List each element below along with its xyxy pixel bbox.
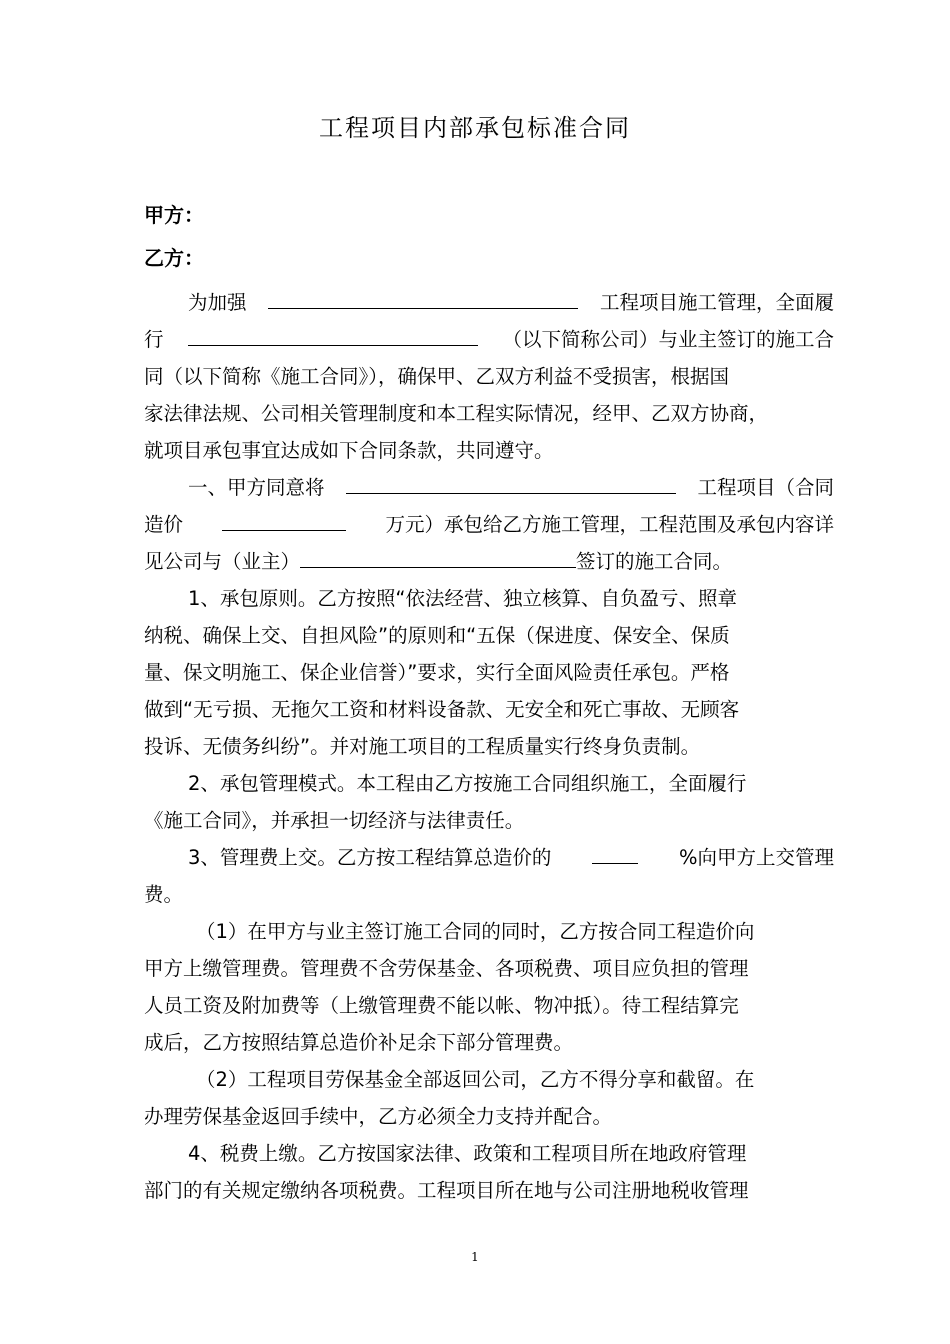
line-text: 4、税费上缴。乙方按国家法律、政策和工程项目所在地政府管理 xyxy=(188,1142,747,1165)
line-text: 甲方上缴管理费。管理费不含劳保基金、各项税费、项目应负担的管理 xyxy=(144,957,749,980)
line-text: 成后，乙方按照结算总造价补足余下部分管理费。 xyxy=(144,1031,574,1054)
blank-field-contract-price xyxy=(222,508,346,531)
document-title: 工程项目内部承包标准合同 xyxy=(319,114,631,142)
text-line xyxy=(144,691,834,728)
line-text: 工程项目施工管理，全面履 xyxy=(599,291,834,314)
party-b-label: 乙方： xyxy=(144,246,204,270)
line-text: （以下简称公司）与业主签订的施工合 xyxy=(502,328,834,351)
text-line xyxy=(144,284,834,321)
line-text: 投诉、无债务纠纷”。并对施工项目的工程质量实行终身负责制。 xyxy=(144,735,701,758)
line-text: 2、承包管理模式。本工程由乙方按施工合同组织施工，全面履行 xyxy=(188,772,747,795)
blank-field-owner xyxy=(300,545,576,568)
line-text: 万元）承包给乙方施工管理，工程范围及承包内容详 xyxy=(385,513,834,536)
text-line xyxy=(144,543,834,580)
text-line xyxy=(144,617,834,654)
line-text: %向甲方上交管理 xyxy=(678,846,834,869)
line-text: 人员工资及附加费等（上缴管理费不能以帐、物冲抵）。待工程结算完 xyxy=(144,994,739,1017)
text-line xyxy=(144,1061,834,1098)
text-line xyxy=(144,654,834,691)
line-text: 做到“无亏损、无拖欠工资和材料设备款、无安全和死亡事故、无顾客 xyxy=(144,698,740,721)
line-text: 家法律法规、公司相关管理制度和本工程实际情况，经甲、乙双方协商， xyxy=(144,402,769,425)
blank-field-fee-percent xyxy=(592,841,638,864)
text-line xyxy=(144,358,834,395)
text-line xyxy=(144,1172,834,1209)
text-line xyxy=(144,321,834,358)
line-text: 见公司与（业主） xyxy=(144,550,301,573)
line-text: 签订的施工合同。 xyxy=(576,550,733,573)
line-text: 造价 xyxy=(144,513,184,536)
contract-body xyxy=(144,284,834,1209)
text-line xyxy=(144,913,834,950)
text-line xyxy=(144,950,834,987)
party-a-label: 甲方： xyxy=(144,203,204,227)
text-line xyxy=(144,876,834,913)
line-text: 行 xyxy=(144,328,164,351)
text-line xyxy=(144,432,834,469)
line-text: 一、甲方同意将 xyxy=(188,476,325,499)
text-line xyxy=(144,987,834,1024)
text-line xyxy=(144,395,834,432)
text-line xyxy=(144,506,834,543)
text-line xyxy=(144,469,834,506)
text-line xyxy=(144,802,834,839)
text-line xyxy=(144,1024,834,1061)
line-text: 办理劳保基金返回手续中，乙方必须全力支持并配合。 xyxy=(144,1105,613,1128)
text-line xyxy=(144,839,834,876)
line-text: 为加强 xyxy=(188,291,247,314)
blank-field-project xyxy=(346,471,676,494)
line-text: 量、保文明施工、保企业信誉）”要求，实行全面风险责任承包。严格 xyxy=(144,661,730,684)
text-line xyxy=(144,765,834,802)
line-text: 纳税、确保上交、自担风险”的原则和“五保（保进度、保安全、保质 xyxy=(144,624,730,647)
line-text: 工程项目（合同 xyxy=(697,476,834,499)
text-line xyxy=(144,728,834,765)
page-number: 1 xyxy=(471,1250,479,1264)
line-text: 费。 xyxy=(144,883,184,906)
blank-field-project-name xyxy=(268,286,578,309)
line-text: （1）在甲方与业主签订施工合同的同时，乙方按合同工程造价向 xyxy=(196,920,755,943)
line-text: 部门的有关规定缴纳各项税费。工程项目所在地与公司注册地税收管理 xyxy=(144,1179,749,1202)
line-text: 3、管理费上交。乙方按工程结算总造价的 xyxy=(188,846,552,869)
line-text: 同（以下简称《施工合同》），确保甲、乙双方利益不受损害，根据国 xyxy=(144,365,730,388)
line-text: 《施工合同》，并承担一切经济与法律责任。 xyxy=(144,809,525,832)
text-line xyxy=(144,1135,834,1172)
blank-field-company-name xyxy=(188,323,478,346)
text-line xyxy=(144,580,834,617)
line-text: 就项目承包事宜达成如下合同条款，共同遵守。 xyxy=(144,439,554,462)
text-line xyxy=(144,1098,834,1135)
line-text: （2）工程项目劳保基金全部返回公司，乙方不得分享和截留。在 xyxy=(196,1068,755,1091)
line-text: 1、承包原则。乙方按照“依法经营、独立核算、自负盈亏、照章 xyxy=(188,587,738,610)
